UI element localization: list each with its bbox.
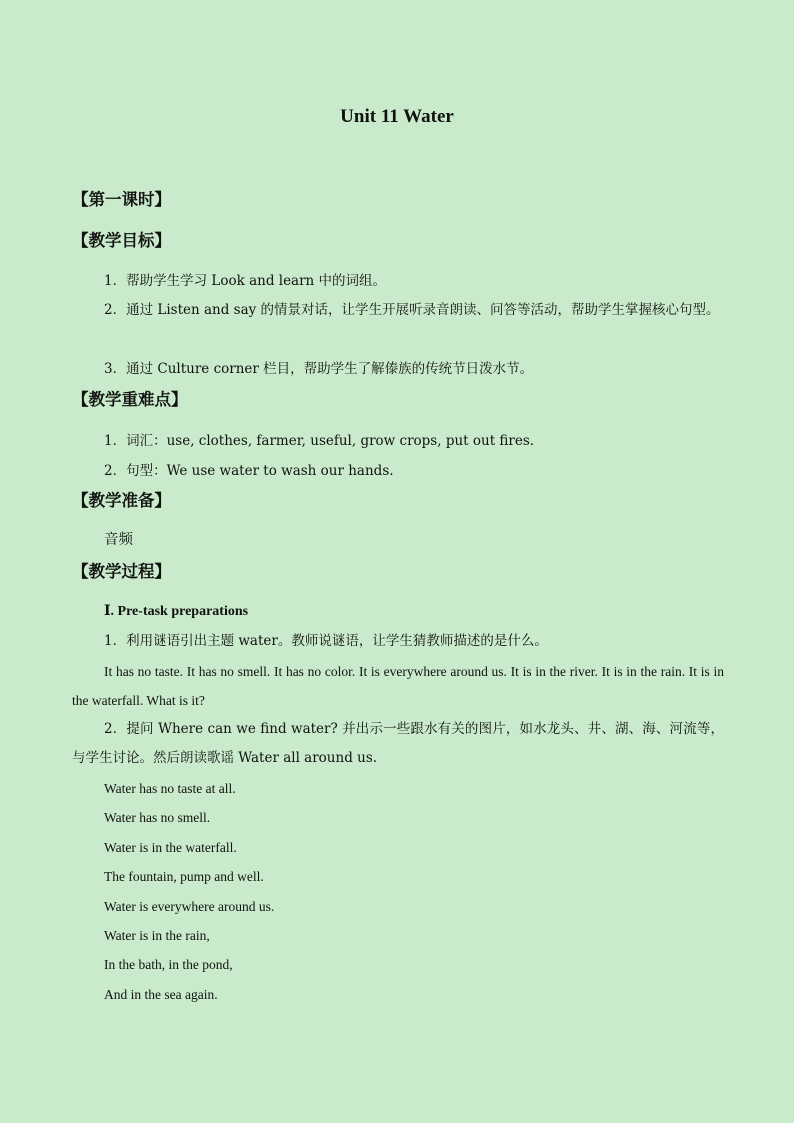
chant-line-3: Water is in the waterfall.: [104, 840, 237, 855]
prep-heading: 【教学准备】: [72, 491, 171, 510]
goals-heading: 【教学目标】: [72, 231, 171, 250]
process-heading: 【教学过程】: [72, 562, 171, 581]
step1-item-2: 2．提问 Where can we find water? 并出示一些跟水有关的图片，如水龙头、井、湖、海、河流等，与学生讨论。然后朗读歌谣 Water all around us.: [72, 721, 724, 766]
key-points-heading: 【教学重难点】: [72, 390, 188, 409]
prep-text: 音频: [104, 532, 133, 548]
chant-line-5: Water is everywhere around us.: [104, 899, 275, 914]
document-title: Unit 11 Water: [340, 106, 454, 127]
riddle-text: It has no taste. It has no smell. It has no color. It is everywhere around us. It is in the river. It is in the rain. It is in the waterfall. What is it?: [72, 664, 724, 708]
chant-line-2: Water has no smell.: [104, 810, 211, 825]
goal-item-1: 1．帮助学生学习 Look and learn 中的词组。: [104, 273, 387, 289]
chant-line-6: Water is in the rain,: [104, 928, 210, 943]
step1-title: Ⅰ. Pre-task preparations: [104, 604, 249, 619]
chant-line-7: In the bath, in the pond,: [104, 957, 233, 972]
goal-item-3: 3．通过 Culture corner 栏目，帮助学生了解傣族的传统节日泼水节。: [104, 361, 534, 377]
chant-line-8: And in the sea again.: [104, 987, 218, 1002]
lesson-heading: 【第一课时】: [72, 190, 171, 209]
chant-line-1: Water has no taste at all.: [104, 781, 236, 796]
chant-line-4: The fountain, pump and well.: [104, 869, 264, 884]
key-point-1: 1．词汇：use, clothes, farmer, useful, grow crops, put out fires.: [104, 433, 535, 449]
goal-item-2: 2．通过 Listen and say 的情景对话，让学生开展听录音朗读、问答等活动，帮助学生掌握核心句型。: [104, 302, 720, 318]
key-point-2: 2．句型：We use water to wash our hands.: [104, 463, 394, 479]
step1-item-1: 1．利用谜语引出主题 water。教师说谜语，让学生猜教师描述的是什么。: [104, 633, 548, 649]
